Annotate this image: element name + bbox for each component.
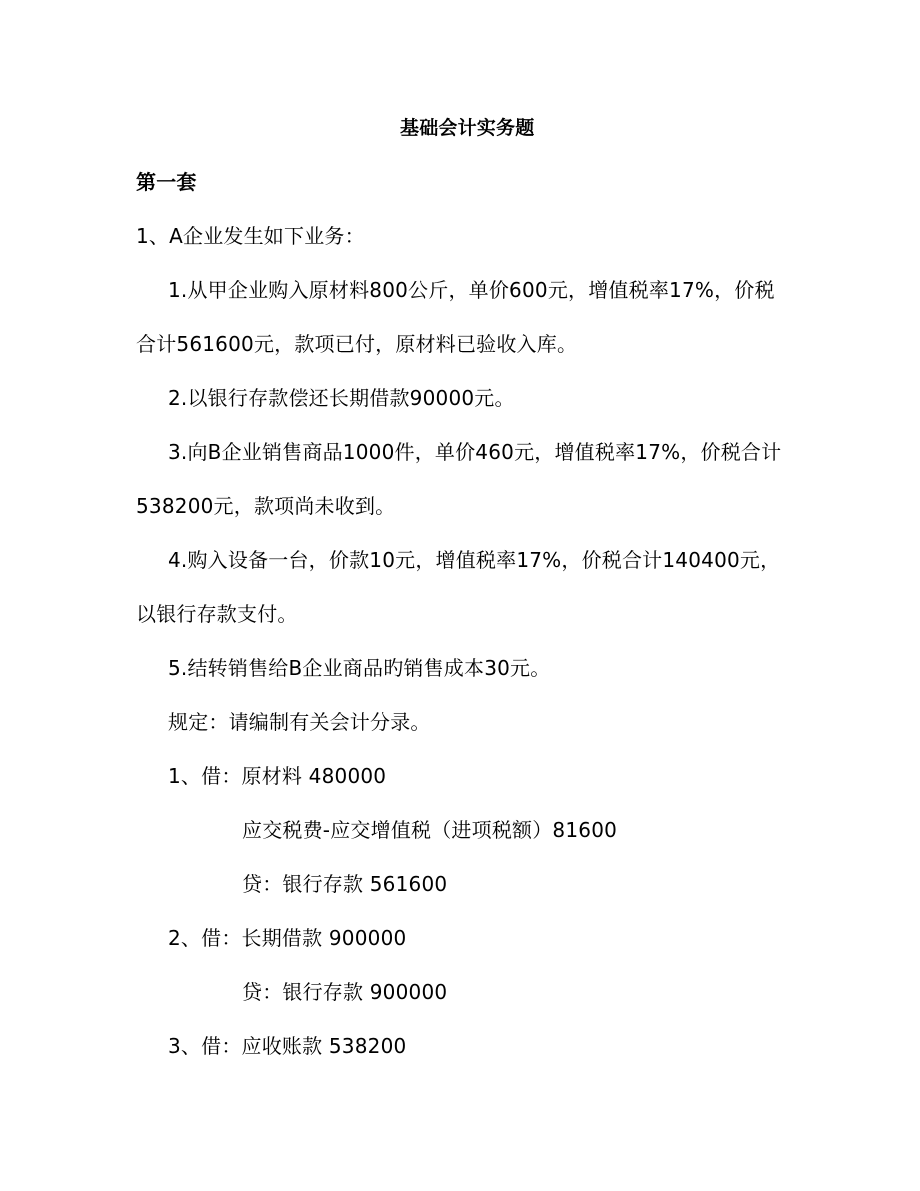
entry-2-credit: 贷：银行存款 900000 (242, 980, 448, 1004)
item-3-line-1: 3.向B企业销售商品1000件，单价460元，增值税率17%，价税合计 (168, 440, 782, 464)
item-2: 2.以银行存款偿还长期借款90000元。 (168, 386, 515, 410)
requirement-text: 规定：请编制有关会计分录。 (168, 710, 431, 734)
entry-2-debit: 2、借：长期借款 900000 (168, 926, 407, 950)
question-heading: 1、A企业发生如下业务： (136, 224, 365, 248)
entry-1-debit: 1、借：原材料 480000 (168, 764, 387, 788)
item-3-line-2: 538200元，款项尚未收到。 (136, 494, 396, 518)
entry-1-credit: 贷：银行存款 561600 (242, 872, 448, 896)
entry-3-debit: 3、借：应收账款 538200 (168, 1034, 407, 1058)
document-title: 基础会计实务题 (400, 117, 535, 139)
item-1-line-2: 合计561600元，款项已付，原材料已验收入库。 (136, 332, 578, 356)
item-4-line-2: 以银行存款支付。 (136, 602, 298, 626)
entry-1-debit-tax: 应交税费-应交增值税（进项税额）81600 (242, 818, 618, 842)
item-5: 5.结转销售给B企业商品旳销售成本30元。 (168, 656, 551, 680)
item-4-line-1: 4.购入设备一台，价款10元，增值税率17%，价税合计140400元， (168, 548, 781, 572)
section-heading: 第一套 (136, 170, 197, 194)
item-1-line-1: 1.从甲企业购入原材料800公斤，单价600元，增值税率17%，价税 (168, 278, 775, 302)
